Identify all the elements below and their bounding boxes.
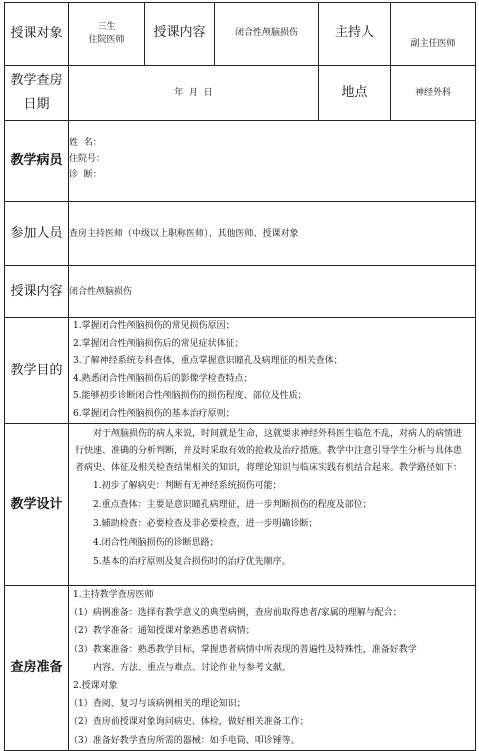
design-step: 2.重点查体：主要是意识瞳孔病理征，进一步判断损伤的程度及部位； bbox=[93, 500, 372, 510]
prep-item: （3）教案准备：熟悉教学目标，掌握患者病情中所表现的普遍性及特殊性，准备好教学 bbox=[69, 644, 417, 655]
label-patient: 教学病员 bbox=[5, 121, 69, 202]
place-value: 神经外科 bbox=[391, 66, 476, 121]
patient-id: 住院号： bbox=[69, 154, 106, 164]
prep-heading-2: 2.授课对象 bbox=[73, 681, 118, 692]
label-content: 授课内容 bbox=[145, 3, 215, 66]
preparation-content bbox=[69, 586, 476, 751]
label-design: 教学设计 bbox=[5, 424, 69, 586]
teaching-rounds-form bbox=[4, 2, 476, 751]
row-design bbox=[5, 424, 476, 586]
objective-item: 1.掌握闭合性颅脑损伤的常见损伤原因； bbox=[73, 321, 235, 331]
row-patient bbox=[5, 121, 476, 202]
participants-value: 查房主持医师（中级以上职称医师）、其他医师、授课对象 bbox=[69, 202, 476, 266]
row-preparation bbox=[5, 586, 476, 751]
objective-item: 4.熟悉闭合性颅脑损伤后的影像学检查特点； bbox=[73, 373, 253, 384]
design-step: 1.初步了解病史：判断有无神经系统损伤可能； bbox=[93, 481, 282, 491]
patient-diagnosis: 诊 断： bbox=[69, 170, 102, 180]
row-participants bbox=[5, 202, 476, 266]
row-target bbox=[5, 3, 476, 66]
label-place: 地点 bbox=[319, 66, 391, 121]
label-host: 主持人 bbox=[319, 3, 391, 66]
design-content bbox=[69, 424, 476, 586]
prep-item: （2）教学准备：通知授课对象熟悉患者病情； bbox=[69, 626, 255, 637]
topic-value: 闭合性颅脑损伤 bbox=[69, 266, 476, 318]
prep-item: （1）病例准备：选择有教学意义的典型病例，查房前取得患者/家属的理解与配合； bbox=[69, 608, 402, 619]
objective-item: 5.能够初步诊断闭合性颅脑损伤的损伤程度、部位及性质； bbox=[73, 391, 307, 401]
date-value: 年 月 日 bbox=[69, 66, 319, 121]
design-step: 5.基本的治疗原则及复合损伤时的治疗优先顺序。 bbox=[93, 557, 291, 567]
row-date bbox=[5, 66, 476, 121]
row-objectives bbox=[5, 318, 476, 424]
label-objectives: 教学目的 bbox=[5, 318, 69, 424]
design-step: 4.闭合性颅脑损伤的诊断思路； bbox=[93, 538, 219, 548]
label-topic: 授课内容 bbox=[5, 266, 69, 318]
prep-item: （1）查阅、复习与该病例相关的理论知识； bbox=[69, 699, 246, 710]
patient-name: 姓 名： bbox=[69, 138, 102, 148]
target-value bbox=[69, 3, 145, 66]
label-date: 教学查房日期 bbox=[5, 66, 69, 121]
host-value: 副主任医师 bbox=[391, 3, 476, 66]
prep-item: （3）准备好教学查房所需的器械：如手电筒、叩诊锤等。 bbox=[69, 735, 300, 746]
content-value: 闭合性颅脑损伤 bbox=[215, 3, 319, 66]
objective-item: 6.掌握闭合性颅脑损伤的基本治疗原则； bbox=[73, 408, 235, 419]
prep-heading-1: 1.主持教学查房医师 bbox=[73, 590, 154, 600]
patient-info bbox=[69, 121, 476, 202]
row-topic bbox=[5, 266, 476, 318]
prep-item: （2）查房前授课对象询问病史、体检，做好相关准备工作； bbox=[69, 717, 309, 728]
label-preparation: 查房准备 bbox=[5, 586, 69, 751]
objective-item: 2.掌握闭合性颅脑损伤后的常见症状体征； bbox=[73, 338, 244, 349]
prep-item-cont: 内容、方法、重点与难点、讨论作业与参考文献。 bbox=[93, 662, 292, 673]
objective-item: 3.了解神经系统专科查体，重点掌握意识瞳孔及病理征的相关查体； bbox=[73, 356, 343, 366]
target-line-2: 住院医师 bbox=[88, 35, 125, 45]
label-participants: 参加人员 bbox=[5, 202, 69, 266]
objectives-list bbox=[69, 318, 476, 424]
design-paragraph: 对于颅脑损伤的病人来说，时间就是生命，这就要求神经外科医生临危不乱，对病人的病情进行快速、准确的分析判断，并及时采取有效的抢救及治疗措施。教学中注意引导学生分析与具体患者病史、体征及相关检查结果相关的知识，将理论知识与临床实践有机结合起来。教学路径如下： bbox=[75, 429, 463, 473]
design-step: 3.辅助检查：必要检查及非必要检查，进一步明确诊断； bbox=[93, 519, 318, 529]
target-line-1: 三生 bbox=[97, 22, 116, 32]
label-target: 授课对象 bbox=[5, 3, 69, 66]
